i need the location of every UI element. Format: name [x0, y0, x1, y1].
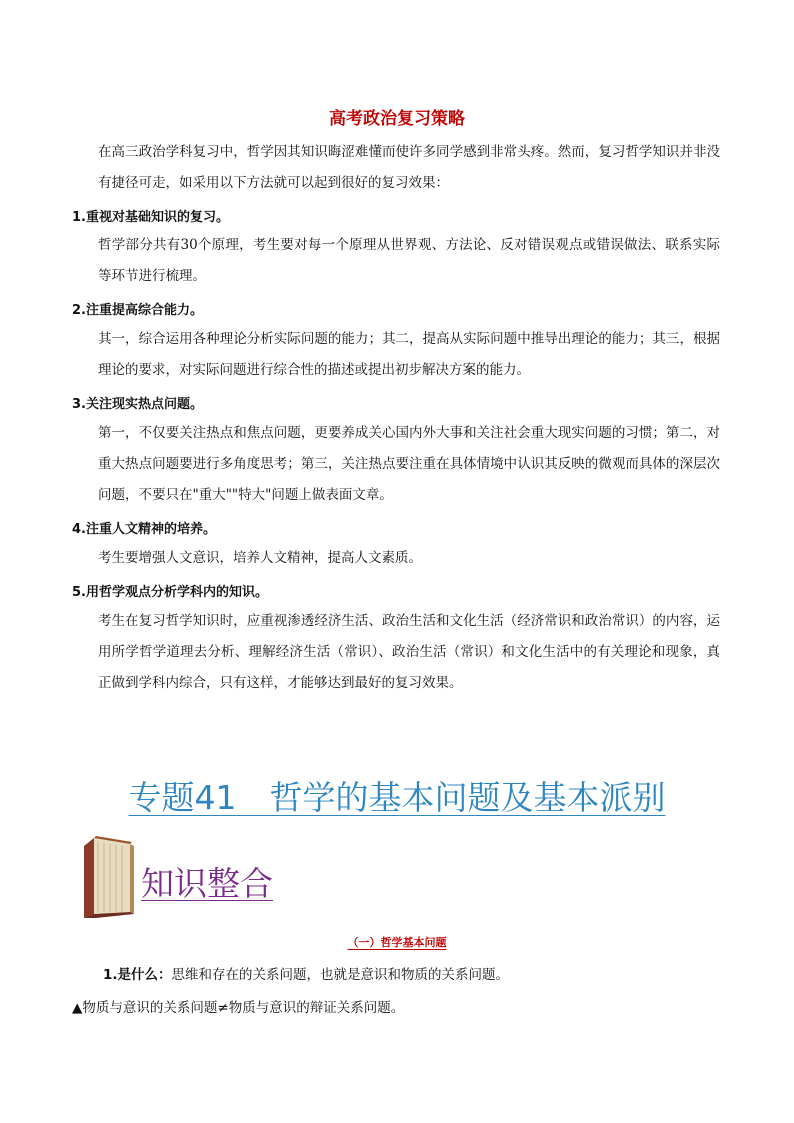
section-heading-1: 1.重视对基础知识的复习。 — [72, 210, 229, 225]
section-body-5: 考生在复习哲学知识时，应重视渗透经济生活、政治生活和文化生活（经济常识和政治常识）的内容，运用所学哲学道理去分析、理解经济生活（常识）、政治生活（常识）和文化生活中的有关理论和现象，真正做到学科内综合，只有这样，才能够达到最好的复习效果。 — [98, 613, 720, 691]
book-icon — [80, 836, 136, 918]
section-heading-4: 4.注重人文精神的培养。 — [72, 522, 216, 537]
definition-text: 思维和存在的关系问题，也就是意识和物质的关系问题。 — [171, 967, 510, 983]
knowledge-section-label: 知识整合 — [141, 864, 273, 903]
definition-item — [103, 963, 509, 983]
definition-label: 1.是什么： — [103, 967, 172, 983]
topic-title: 专题41 哲学的基本问题及基本派别 — [128, 778, 666, 817]
section-body-4: 考生要增强人文意识，培养人文精神，提高人文素质。 — [98, 550, 422, 566]
section-body-3: 第一，不仅要关注热点和焦点问题，更要养成关心国内外大事和关注社会重大现实问题的习惯；第二，对重大热点问题要进行多角度思考；第三，关注热点要注重在具体情境中认识其反映的微观而具体的深层次问题，不要只在"重大""特大"问题上做表面文章。 — [98, 425, 720, 503]
section-heading-5: 5.用哲学观点分析学科内的知识。 — [72, 585, 268, 600]
section-body-2: 其一，综合运用各种理论分析实际问题的能力；其二，提高从实际问题中推导出理论的能力；其三，根据理论的要求，对实际问题进行综合性的描述或提出初步解决方案的能力。 — [98, 331, 720, 378]
section-body-1: 哲学部分共有30个原理，考生要对每一个原理从世界观、方法论、反对错误观点或错误做法、联系实际等环节进行梳理。 — [98, 237, 720, 284]
note-item: ▲物质与意识的关系问题≠物质与意识的辩证关系问题。 — [72, 1000, 405, 1016]
subsection-heading: （一）哲学基本问题 — [347, 936, 447, 949]
intro-paragraph: 在高三政治学科复习中，哲学因其知识晦涩难懂而使许多同学感到非常头疼。然而，复习哲学知识并非没有捷径可走，如采用以下方法就可以起到很好的复习效果： — [98, 144, 720, 191]
document-title: 高考政治复习策略 — [329, 109, 465, 129]
section-heading-3: 3.关注现实热点问题。 — [72, 397, 203, 412]
section-heading-2: 2.注重提高综合能力。 — [72, 303, 203, 318]
